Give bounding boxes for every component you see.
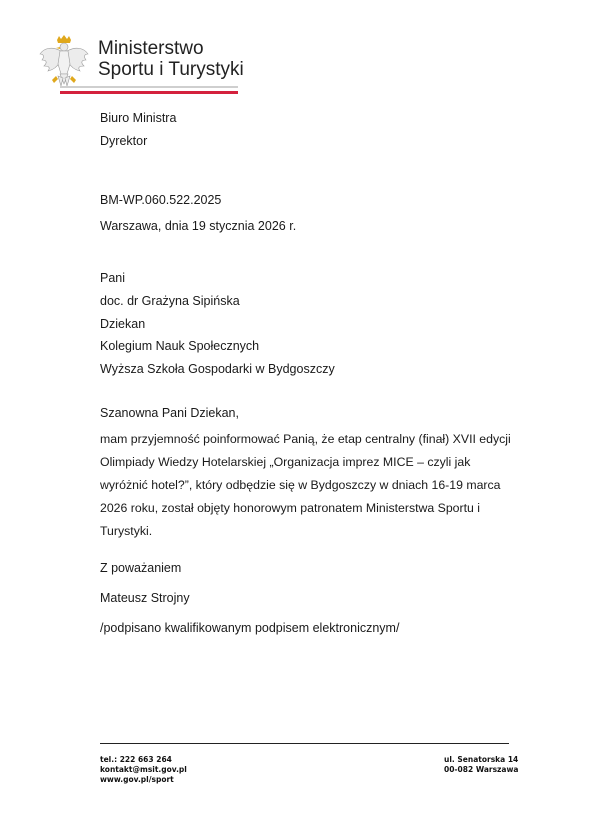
footer-address: [444, 755, 518, 775]
place-date: Warszawa, dnia 19 stycznia 2026 r.: [100, 219, 297, 233]
header-divider-red: [60, 91, 238, 94]
footer-phone: tel.: 222 663 264: [100, 755, 172, 764]
ministry-name-line2: Sportu i Turystyki: [98, 59, 244, 80]
ministry-name-line1: Ministerstwo: [98, 38, 204, 59]
letter-paragraph: mam przyjemność poinformować Panią, że etap centralny (finał) XVII edycji Olimpiady Wiedzy Hotelarskiej „Organizacja imprez MICE – czyli jak wyróżnić hotel?”, który odbędzie się w Bydgoszczy w dniach 16-19 marca 2026 roku, został objęty honorowym patronatem Ministerstwa Sportu i Turystyki.: [100, 432, 511, 538]
footer-email[interactable]: kontakt@msit.gov.pl: [100, 765, 187, 774]
ministry-name: [98, 38, 244, 80]
sender-role: Dyrektor: [100, 134, 148, 148]
letterhead: [38, 34, 244, 98]
recipient-line: Wyższa Szkoła Gospodarki w Bydgoszczy: [100, 362, 335, 376]
recipient-line: doc. dr Grażyna Sipińska: [100, 294, 240, 308]
footer-contact: [100, 755, 187, 785]
signature-note: /podpisano kwalifikowanym podpisem elektronicznym/: [100, 621, 400, 635]
recipient-line: Pani: [100, 271, 126, 285]
footer-divider: [100, 743, 509, 744]
sender-department: Biuro Ministra: [100, 111, 177, 125]
signatory-name: Mateusz Strojny: [100, 591, 190, 605]
polish-eagle-emblem-icon: [38, 34, 90, 94]
footer-website[interactable]: www.gov.pl/sport: [100, 775, 174, 784]
closing: Z poważaniem: [100, 561, 182, 575]
recipient-line: Dziekan: [100, 317, 146, 331]
reference-number: BM-WP.060.522.2025: [100, 193, 222, 207]
recipient-line: Kolegium Nauk Społecznych: [100, 339, 260, 353]
footer-street: ul. Senatorska 14: [444, 755, 519, 764]
salutation: Szanowna Pani Dziekan,: [100, 406, 239, 420]
header-divider-gray: [60, 86, 238, 88]
footer-postal: 00-082 Warszawa: [444, 765, 519, 774]
